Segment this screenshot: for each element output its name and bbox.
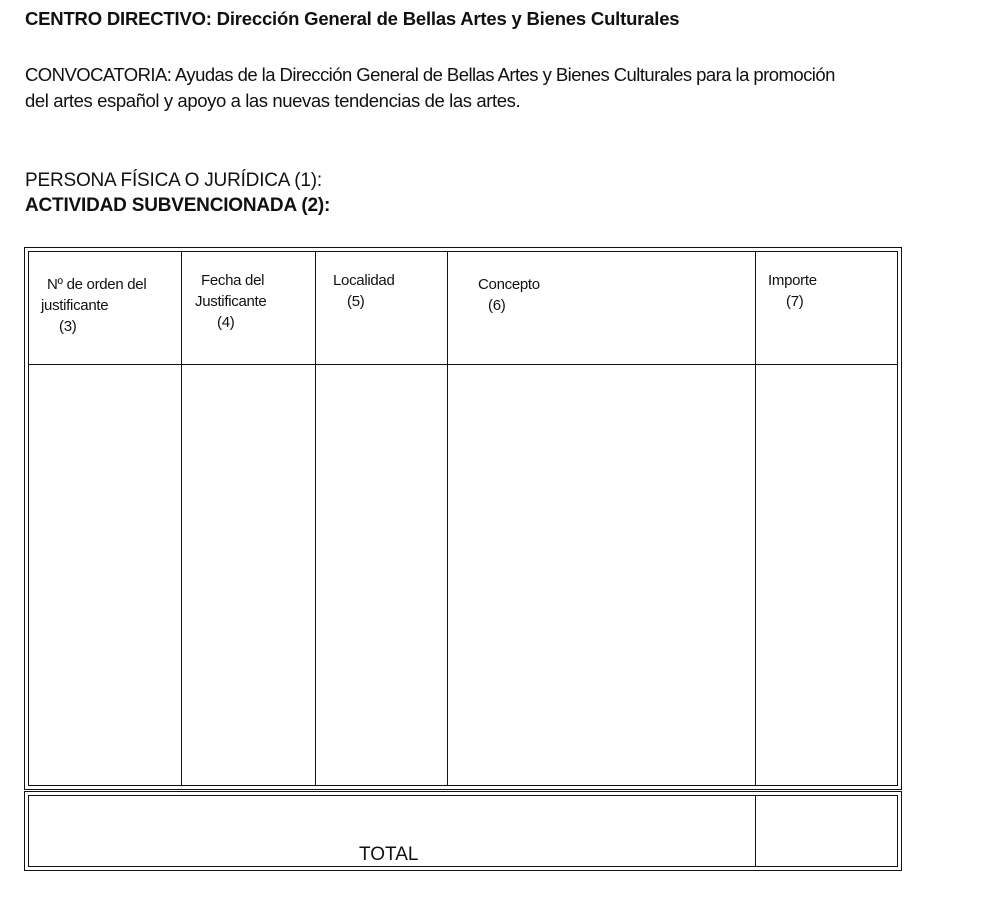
total-column-divider	[755, 796, 756, 866]
total-table-inner	[28, 795, 898, 867]
actividad-label: ACTIVIDAD SUBVENCIONADA (2):	[25, 195, 331, 216]
column-divider	[315, 252, 316, 785]
column-header-orden: Nº de orden del justificante (3)	[41, 276, 147, 335]
persona-label: PERSONA FÍSICA O JURÍDICA (1):	[25, 170, 323, 191]
centro-directivo-heading: CENTRO DIRECTIVO: Dirección General de Bellas Artes y Bienes Culturales	[25, 8, 680, 29]
column-header-importe: Importe (7)	[768, 272, 817, 310]
total-table	[24, 791, 902, 871]
convocatoria-text-line-2: del artes español y apoyo a las nuevas tendencias de las artes.	[25, 90, 521, 111]
header-divider	[29, 364, 897, 365]
convocatoria-text-line-1: CONVOCATORIA: Ayudas de la Dirección General de Bellas Artes y Bienes Culturales para la promoción	[25, 64, 835, 85]
column-header-concepto: Concepto (6)	[478, 276, 540, 314]
justificantes-table	[24, 247, 902, 790]
total-label: TOTAL	[359, 844, 419, 865]
column-header-localidad: Localidad (5)	[333, 272, 395, 310]
column-divider	[447, 252, 448, 785]
column-header-fecha: Fecha del Justificante (4)	[195, 272, 267, 331]
column-divider	[181, 252, 182, 785]
column-divider	[755, 252, 756, 785]
justificantes-table-inner	[28, 251, 898, 786]
